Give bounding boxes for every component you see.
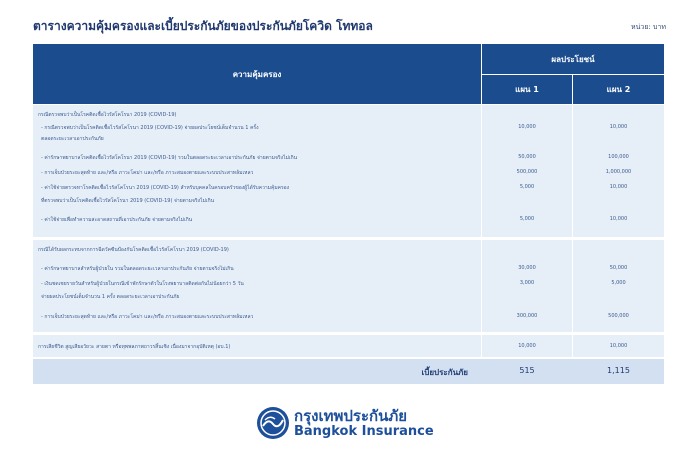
- logo-english-text: Bangkok Insurance: [294, 424, 434, 439]
- section-covid-detected: กรณีตรวจพบว่าเป็นโรคติดเชื้อไวรัสโคโรนา 2019 (COVID-19) - กรณีตรวจพบว่าเป็นโรคติดเชื้อไวรัสโคโรนา 2019 (COVID-19) จ่ายผลประโยชน์เต็มจำนวน 1 ครั้ง 10,000 10,000 ตลอดระยะเวลาเอาประกันภัย - ค่ารักษาพยาบาลโรคติดเชื้อไวรัสโคโรนา 2019 (COVID-19) รวมในตลอดระยะเวลาเอาประกันภัย จ่ายตามจริงไม่เกิน 50,000 100,000 - การเจ็บป่วยระยะสุดท้าย และ/หรือ ภาวะโคม่า และ/หรือ ภาวะสมองตายและระบบประสาทล้มเหลว 500,000 1,000,000 - ค่าใช้จ่ายตรวจหาโรคติดเชื้อไวรัสโคโรนา 2019 (COVID-19) สำหรับบุคคลในครอบครัวของผู้ได้รับความคุ้มครอง 5,000 10,000 ที่ตรวจพบว่าเป็นโรคติดเชื้อไวรัสโคโรนา 2019 (COVID-19) จ่ายตามจริงไม่เกิน - ค่าใช้จ่ายเพื่อทำความสะอาดสถานที่เอาประกันภัย จ่ายตามจริงไม่เกิน 5,000 10,000: [33, 105, 664, 237]
- premium-plan-1: 515: [519, 366, 535, 375]
- page-title: ตารางความคุ้มครองและเบี้ยประกันภัยของประกันภัยโควิด โททอล: [33, 19, 373, 33]
- section-accident: การเสียชีวิต สูญเสียอวัยวะ สายตา หรือทุพพลภาพถาวรสิ้นเชิง เนื่องมาจากอุบัติเหตุ (อบ.1) 10,000 10,000: [33, 335, 664, 357]
- unit-label: หน่วย: บาท: [630, 23, 666, 31]
- premium-plan-2: 1,115: [607, 366, 630, 375]
- header-plan-1: แผน 1: [482, 75, 572, 104]
- logo-thai-text: กรุงเทพประกันภัย: [294, 407, 408, 425]
- bangkok-insurance-logo: [256, 404, 456, 444]
- logo-emblem-icon: [256, 406, 290, 440]
- premium-total-row: [33, 359, 664, 384]
- section-vaccine-effects: กรณีได้รับผลกระทบจากการฉีดวัคซีนป้องกันโรคติดเชื้อไวรัสโคโรนา 2019 (COVID-19) - ค่ารักษาพยาบาลสำหรับผู้ป่วยใน รวมในตลอดระยะเวลาเอาประกันภัย จ่ายตามจริงไม่เกิน 30,000 50,000 - เงินชดเชยรายวันสำหรับผู้ป่วยในกรณีเข้าพักรักษาตัวในโรงพยาบาลติดต่อกันไม่น้อยกว่า 5 วัน 3,000 5,000 จ่ายผลประโยชน์เต็มจำนวน 1 ครั้ง ตลอดระยะเวลาเอาประกันภัย - การเจ็บป่วยระยะสุดท้าย และ/หรือ ภาวะโคม่า และ/หรือ ภาวะสมองตายและระบบประสาทล้มเหลว 300,000 500,000: [33, 240, 664, 332]
- header-plan-2: แผน 2: [573, 75, 664, 104]
- coverage-table: [33, 44, 664, 384]
- header-benefits: ผลประโยชน์: [482, 44, 664, 74]
- header-coverage: ความคุ้มครอง: [33, 44, 481, 104]
- premium-label: เบี้ยประกันภัย: [421, 368, 468, 377]
